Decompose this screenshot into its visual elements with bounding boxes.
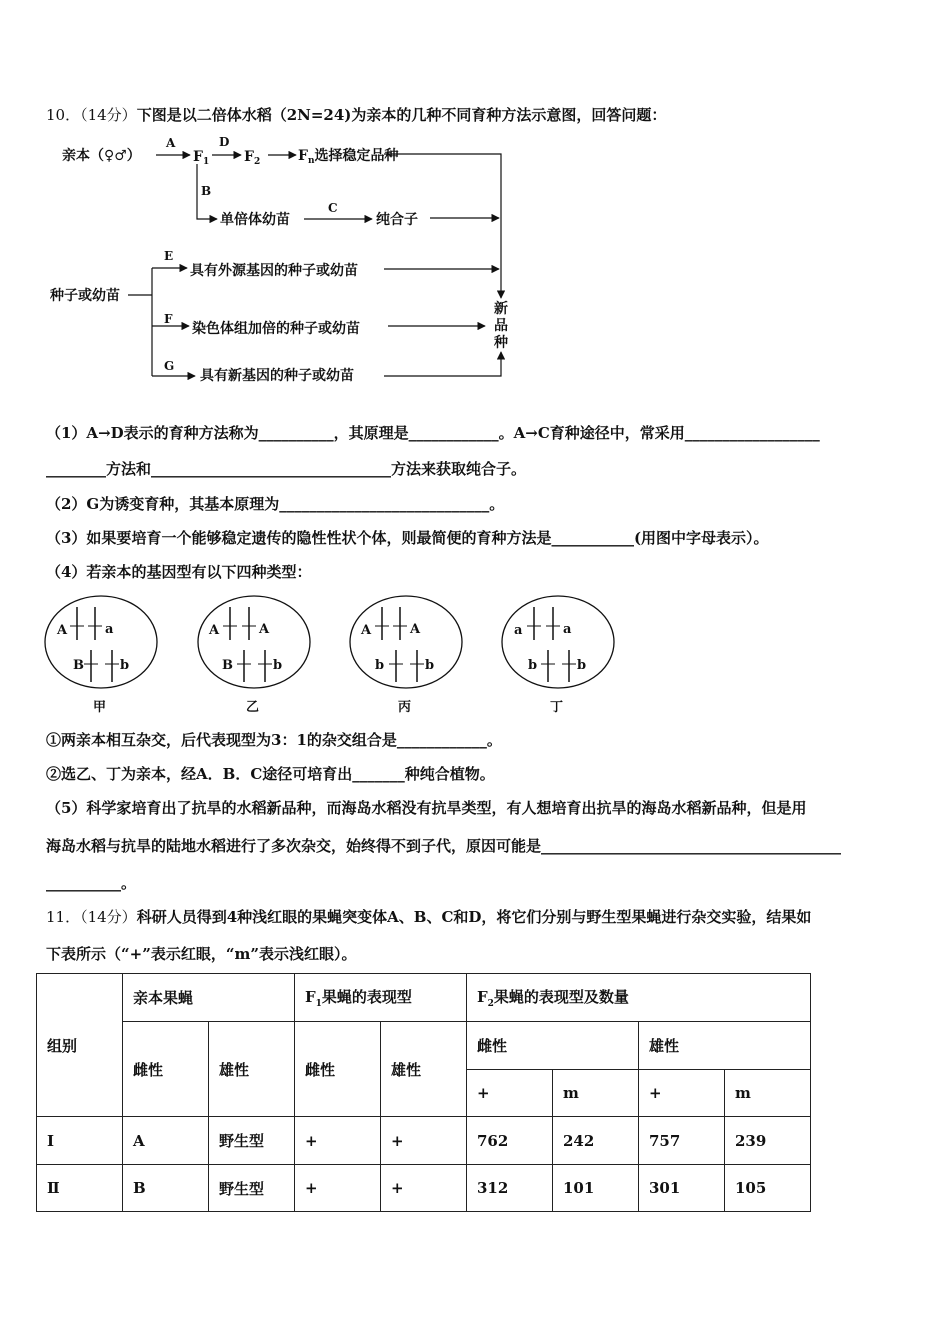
letter-d: D xyxy=(219,135,230,149)
letter-c: C xyxy=(328,201,338,215)
header-f2-male: 雄性 xyxy=(639,1022,811,1070)
cell-bing-name: 丙 xyxy=(398,700,412,715)
cell-ding xyxy=(502,596,614,715)
new-variety-2: 品 xyxy=(494,318,508,334)
cell-bing-tl: A xyxy=(361,623,372,638)
header-f2-female-plus: + xyxy=(467,1070,553,1117)
row2-f2-female-plus: 312 xyxy=(467,1165,553,1212)
q10-p4: （4）若亲本的基因型有以下四种类型： xyxy=(46,563,312,581)
pure-label: 纯合子 xyxy=(376,212,418,228)
letter-b: B xyxy=(201,184,212,198)
header-f1-female: 雌性 xyxy=(295,1022,381,1117)
row2-f1-male: + xyxy=(381,1165,467,1212)
row1-p-male: 野生型 xyxy=(209,1117,295,1165)
parent-label: 亲本（♀♂） xyxy=(62,148,141,164)
f1-label: $F_1$ xyxy=(193,149,210,167)
haploid-label: 单倍体幼苗 xyxy=(220,212,290,228)
genotype-cells xyxy=(0,592,950,717)
header-f2-female: 雌性 xyxy=(467,1022,639,1070)
seed-label: 种子或幼苗 xyxy=(50,288,120,304)
cell-yi-name: 乙 xyxy=(246,700,260,715)
row2-f2-male-plus: 301 xyxy=(639,1165,725,1212)
cell-jia-tr: a xyxy=(105,622,114,637)
header-f2: $F_2$果蝇的表现型及数量 xyxy=(467,974,811,1022)
header-f1-male: 雄性 xyxy=(381,1022,467,1117)
breeding-diagram xyxy=(0,130,950,390)
row1-f2-female-m: 242 xyxy=(553,1117,639,1165)
line-g-to-new xyxy=(384,352,501,376)
header-f1: $F_1$果蝇的表现型 xyxy=(295,974,467,1022)
cell-jia-name: 甲 xyxy=(93,700,107,715)
q10-stem xyxy=(46,104,666,125)
letter-a: A xyxy=(166,136,176,150)
letter-e: E xyxy=(164,249,174,263)
new-variety-1: 新 xyxy=(494,301,508,317)
cell-ding-br: b xyxy=(577,658,587,673)
table-row xyxy=(37,1165,811,1212)
q10-p1-line1: （1）A→D表示的育种方法称为__________，其原理是____________。A→C育种途径中，常采用__________________ xyxy=(46,424,820,442)
header-parent-female: 雌性 xyxy=(123,1022,209,1117)
row2-p-female: B xyxy=(123,1165,209,1212)
fn-label: $F_n$选择稳定品种 xyxy=(298,148,399,166)
q11-number: 11．（14分） xyxy=(46,908,137,926)
cell-bing xyxy=(350,596,462,715)
q10-p5-line3: __________。 xyxy=(46,874,137,892)
row2-group: Ⅱ xyxy=(37,1165,123,1212)
cell-jia-tl: A xyxy=(57,623,68,638)
q10-stem-text: 下图是以二倍体水稻（2N=24)为亲本的几种不同育种方法示意图，回答问题： xyxy=(136,106,667,124)
results-table xyxy=(36,973,811,1212)
row1-f2-male-m: 239 xyxy=(725,1117,811,1165)
table-row xyxy=(37,1117,811,1165)
row1-p-female: A xyxy=(123,1117,209,1165)
row1-f2-female-plus: 762 xyxy=(467,1117,553,1165)
header-f2-male-plus: + xyxy=(639,1070,725,1117)
header-parent-male: 雄性 xyxy=(209,1022,295,1117)
letter-g: G xyxy=(164,359,175,373)
letter-f: F xyxy=(164,312,173,326)
q10-p5-line1: （5）科学家培育出了抗旱的水稻新品种，而海岛水稻没有抗旱类型，有人想培育出抗旱的海岛水稻新品种，但是用 xyxy=(46,799,807,817)
header-group: 组别 xyxy=(37,974,123,1117)
row2-p-male: 野生型 xyxy=(209,1165,295,1212)
cell-yi-bl: B xyxy=(222,658,233,673)
cell-jia-br: b xyxy=(120,658,130,673)
q11-stem-line2: 下表所示（“+”表示红眼，“m”表示浅红眼）。 xyxy=(46,945,357,963)
header-f2-male-m: m xyxy=(725,1070,811,1117)
f2-label: $F_2$ xyxy=(244,149,261,167)
cell-yi-br: b xyxy=(273,658,283,673)
q10-p1-line2: ________方法和________________________________方法来获取纯合子。 xyxy=(46,460,527,478)
g-text: 具有新基因的种子或幼苗 xyxy=(200,368,354,384)
q10-number: 10．（14分） xyxy=(46,106,137,124)
q11-stem-text1: 科研人员得到4种浅红眼的果蝇突变体A、B、C和D，将它们分别与野生型果蝇进行杂交实验，结果如 xyxy=(136,908,812,926)
cell-ding-name: 丁 xyxy=(550,700,564,715)
q10-p2: （2）G为诱变育种，其基本原理为____________________________。 xyxy=(46,495,505,513)
cell-ding-bl: b xyxy=(528,658,538,673)
row2-f2-female-m: 101 xyxy=(553,1165,639,1212)
q10-p5-line2: 海岛水稻与抗旱的陆地水稻进行了多次杂交，始终得不到子代，原因可能是________________________________________ xyxy=(46,837,842,855)
row1-group: Ⅰ xyxy=(37,1117,123,1165)
cell-bing-br: b xyxy=(425,658,435,673)
f-text: 染色体组加倍的种子或幼苗 xyxy=(192,321,360,337)
row2-f1-female: + xyxy=(295,1165,381,1212)
row1-f1-female: + xyxy=(295,1117,381,1165)
cell-yi-tl: A xyxy=(209,623,220,638)
cell-yi-tr: A xyxy=(259,622,270,637)
cell-bing-bl: b xyxy=(375,658,385,673)
q11-stem-line1 xyxy=(46,906,811,927)
header-parent: 亲本果蝇 xyxy=(123,974,295,1022)
cell-jia-bl: B xyxy=(73,658,84,673)
q10-sub2: ②选乙、丁为亲本，经A．B．C途径可培育出_______种纯合植物。 xyxy=(46,765,495,783)
row1-f2-male-plus: 757 xyxy=(639,1117,725,1165)
q10-sub1: ①两亲本相互杂交，后代表现型为3：1的杂交组合是____________。 xyxy=(46,731,502,749)
cell-ding-tr: a xyxy=(563,622,572,637)
new-variety-3: 种 xyxy=(494,335,508,351)
header-f2-female-m: m xyxy=(553,1070,639,1117)
q10-p3: （3）如果要培育一个能够稳定遗传的隐性性状个体，则最简便的育种方法是___________(用图中字母表示）。 xyxy=(46,529,769,547)
cell-yi xyxy=(198,596,310,715)
cell-bing-tr: A xyxy=(410,622,421,637)
row2-f2-male-m: 105 xyxy=(725,1165,811,1212)
row1-f1-male: + xyxy=(381,1117,467,1165)
e-text: 具有外源基因的种子或幼苗 xyxy=(190,263,358,279)
cell-ding-tl: a xyxy=(514,623,523,638)
cell-jia xyxy=(45,596,157,715)
